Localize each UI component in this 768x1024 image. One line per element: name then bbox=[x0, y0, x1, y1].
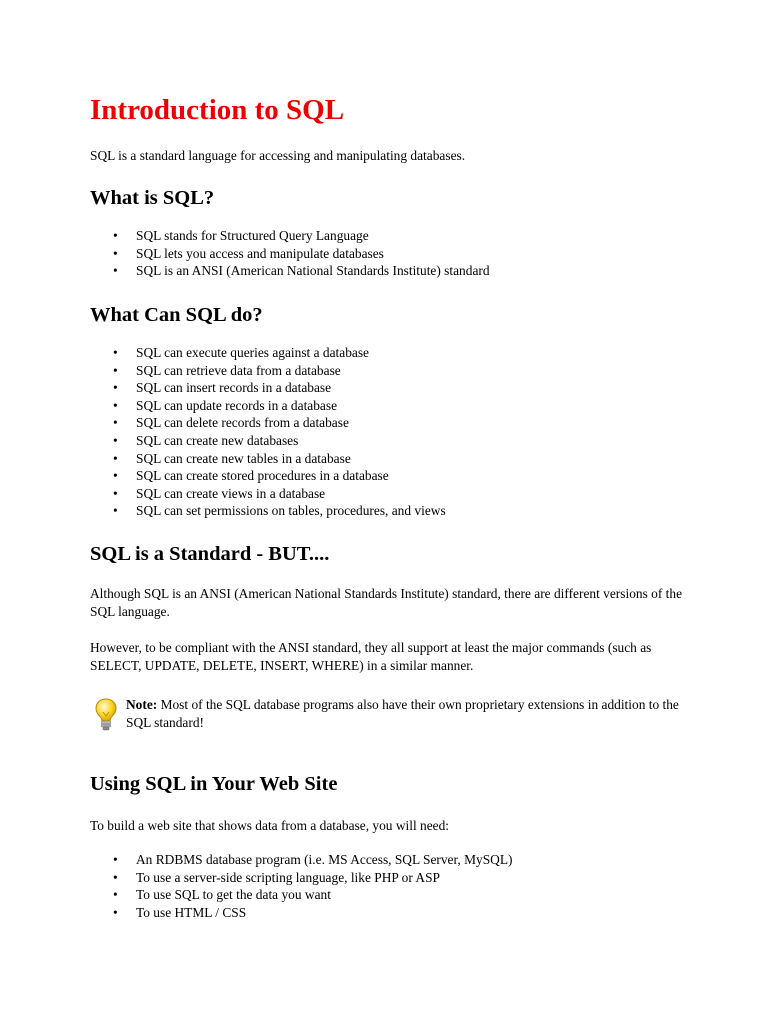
page-title: Introduction to SQL bbox=[90, 94, 345, 126]
list-item: • SQL can create new databases bbox=[113, 432, 299, 448]
bullet-icon: • bbox=[113, 468, 118, 484]
bullet-icon: • bbox=[113, 432, 118, 448]
website-intro-paragraph: To build a web site that shows data from a database, you will need: bbox=[90, 818, 450, 833]
bullet-icon: • bbox=[113, 887, 118, 903]
bullet-icon: • bbox=[113, 904, 118, 920]
heading-what-is-sql: What is SQL? bbox=[90, 187, 215, 209]
list-item: • SQL can set permissions on tables, procedures, and views bbox=[113, 503, 446, 519]
list-item: • SQL can execute queries against a database bbox=[113, 345, 369, 360]
list-item: • To use a server-side scripting language, like PHP or ASP bbox=[113, 869, 441, 885]
bullet-icon: • bbox=[113, 380, 118, 396]
list-item: • SQL stands for Structured Query Language bbox=[113, 228, 369, 243]
bullet-icon: • bbox=[113, 245, 118, 261]
standard-paragraph-2: However, to be compliant with the ANSI standard, they all support at least the major commands (such as SELECT, UPDATE, DELETE, INSERT, WHERE) in a similar manner. bbox=[90, 640, 652, 673]
heading-sql-standard: SQL is a Standard - BUT.... bbox=[90, 543, 330, 565]
list-item: • An RDBMS database program (i.e. MS Access, SQL Server, MySQL) bbox=[113, 852, 513, 867]
bullet-icon: • bbox=[113, 852, 118, 867]
standard-paragraph-1: Although SQL is an ANSI (American National Standards Institute) standard, there are different versions of the SQL language. bbox=[90, 586, 683, 619]
note-label: Note: bbox=[126, 697, 158, 712]
list-item: • SQL can create stored procedures in a database bbox=[113, 468, 389, 484]
list-item: • To use HTML / CSS bbox=[113, 904, 247, 920]
bullet-icon: • bbox=[113, 345, 118, 360]
intro-paragraph: SQL is a standard language for accessing and manipulating databases. bbox=[90, 148, 466, 163]
list-what-is-sql bbox=[90, 227, 690, 280]
note-box bbox=[90, 694, 690, 738]
bullet-icon: • bbox=[113, 450, 118, 466]
bullet-icon: • bbox=[113, 485, 118, 501]
note-body: Most of the SQL database programs also have their own proprietary extensions in addition to the SQL standard! bbox=[126, 697, 679, 730]
bullet-icon: • bbox=[113, 228, 118, 243]
bullet-icon: • bbox=[113, 415, 118, 431]
bullet-icon: • bbox=[113, 869, 118, 885]
heading-what-can-sql-do: What Can SQL do? bbox=[90, 304, 263, 326]
bullet-icon: • bbox=[113, 397, 118, 413]
list-item: • SQL can delete records from a database bbox=[113, 415, 349, 431]
bullet-icon: • bbox=[113, 362, 118, 378]
list-item: • SQL can create new tables in a database bbox=[113, 450, 351, 466]
list-item: • SQL lets you access and manipulate databases bbox=[113, 245, 384, 261]
list-web-site-needs bbox=[90, 851, 690, 921]
list-item: • SQL can retrieve data from a database bbox=[113, 362, 341, 378]
list-item: • SQL is an ANSI (American National Standards Institute) standard bbox=[113, 263, 490, 279]
bullet-icon: • bbox=[113, 503, 118, 519]
heading-using-sql-web-site: Using SQL in Your Web Site bbox=[90, 773, 338, 795]
list-item: • SQL can create views in a database bbox=[113, 485, 326, 501]
list-item: • SQL can update records in a database bbox=[113, 397, 338, 413]
list-what-can-sql-do bbox=[90, 344, 690, 520]
note-text bbox=[126, 696, 686, 731]
lightbulb-icon bbox=[94, 698, 118, 732]
list-item: • SQL can insert records in a database bbox=[113, 380, 332, 396]
bullet-icon: • bbox=[113, 263, 118, 279]
list-item: • To use SQL to get the data you want bbox=[113, 887, 331, 903]
